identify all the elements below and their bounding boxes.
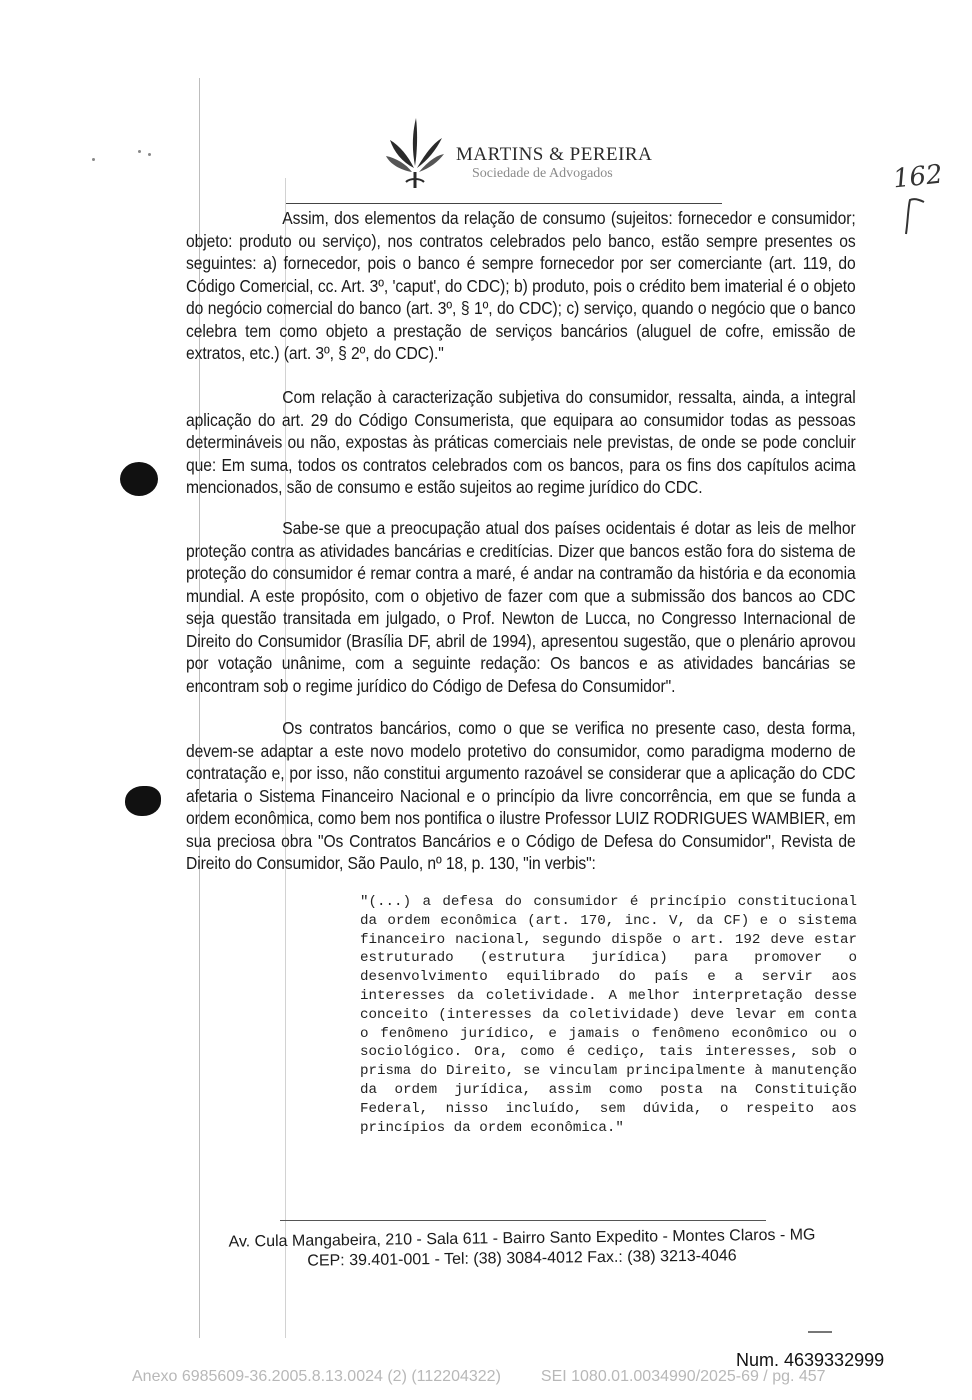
footer-address: Av. Cula Mangabeira, 210 - Sala 611 - Bairro Santo Expedito - Montes Claros - MG: [228, 1226, 816, 1251]
body-paragraph: Assim, dos elementos da relação de consumo (sujeitos: fornecedor e consumidor; objeto: produto ou serviço), nos contratos celebrados pelo banco, estão sempre presentes os seguintes: a) fornecedor, pois o banco é sempre fornecedor por ser comerciante (art. 119, do Código Comercial, cc. Art. 3º, 'caput', do CDC); b) produto, pois o crédito bem imaterial é o objeto do negócio comercial do banco (art. 3º, § 1º, do CDC); c) serviço, quando o negócio que o banco celebra tem como objeto a prestação de serviços bancários (aluguel de cofre, emissão de extratos, etc.) (art. 3º, § 2º, do CDC).": [186, 208, 856, 363]
handwritten-initial-icon: [900, 196, 930, 236]
scan-speck: [138, 150, 141, 153]
scan-speck: [148, 153, 151, 156]
annex-reference: Anexo 6985609-36.2005.8.13.0024 (2) (112204322): [132, 1368, 501, 1385]
scan-speck: [92, 158, 95, 161]
body-paragraph: Sabe-se que a preocupação atual dos países ocidentais é dotar as leis de melhor proteção contra as atividades bancárias e creditícias. Dizer que bancos estão fora do sistema de proteção do consumidor é remar contra a maré, é andar na contramão da história e da economia mundial. A este propósito, com o objetivo de fazer com que a submissão dos bancos ao CDC seja questão transitada em julgado, o Prof. Newton de Lucca, no Congresso Internacional de Direito do Consumidor (Brasília DF, abril de 1994), apresentou sugestão, que o plenário aprovou por votação unânime, com a seguinte redação: Os bancos e as atividades bancárias se encontram sob o regime jurídico do Código de Defesa do Consumidor".: [186, 518, 856, 696]
firm-logo-icon: [384, 116, 446, 190]
handwritten-page-number: 162: [891, 159, 945, 195]
sei-reference: SEI 1080.01.0034990/2025-69 / pg. 457: [540, 1368, 826, 1385]
firm-name: MARTINS & PEREIRA: [456, 144, 653, 165]
footer-divider: [280, 1220, 766, 1221]
footer-contact: CEP: 39.401-001 - Tel: (38) 3084-4012 Fax.: (38) 3213-4046: [307, 1247, 737, 1270]
body-paragraph: Os contratos bancários, como o que se verifica no presente caso, desta forma, devem-se adaptar a este novo modelo protetivo do consumidor, como paradigma moderno de contratação e, por isso, não constitui argumento razoável se considerar que a aplicação do CDC afetaria o Sistema Financeiro Nacional e o princípio da livre concorrência, em que se funda a ordem econômica, como bem nos pontifica o ilustre Professor LUIZ RODRIGUES WAMBIER, em sua preciosa obra "Os Contratos Bancários e o Código de Defesa do Consumidor", Revista de Direito do Consumidor, São Paulo, nº 18, p. 130, "in verbis":: [186, 718, 856, 873]
document-number: Num. 4639332999: [736, 1350, 885, 1370]
annex-stamp: [132, 1368, 826, 1386]
hole-punch-mark: [120, 462, 158, 496]
block-quote: "(...) a defesa do consumidor é princípio constitucional da ordem econômica (art. 170, inc. V, da CF) e o sistema financeiro nacional, segundo dispõe o art. 192 deve estar estruturado (estrutura jurídica) para promover o desenvolvimento equilibrado do país e a servir aos interesses da coletividade. A melhor interpretação desse conceito (interesses da coletividade) deve levar em conta o fenômeno jurídico, e jamais o fenômeno econômico ou o sociológico. Ora, como é cediço, tais interesses, sob o prisma do Direito, se vinculam principalmente à manutenção da ordem jurídica, assim como posta na Constituição Federal, nisso incluído, sem dúvida, o respeito aos princípios da ordem econômica.": [360, 894, 857, 1136]
body-paragraph: Com relação à caracterização subjetiva do consumidor, ressalta, ainda, a integral aplicação do art. 29 do Código Consumerista, que equipara ao consumidor todas as pessoas determináveis ou não, expostas às práticas comerciais nele previstas, de onde se pode concluir que: Em suma, todos os contratos celebrados com os bancos, para os fins dos capítulos acima mencionados, são de consumo e estão sujeitos ao regime jurídico do CDC.: [186, 387, 856, 497]
firm-subtitle: Sociedade de Advogados: [472, 166, 613, 181]
page-tick-mark: [808, 1331, 832, 1333]
header-divider: [286, 203, 722, 204]
hole-punch-mark: [125, 786, 161, 816]
